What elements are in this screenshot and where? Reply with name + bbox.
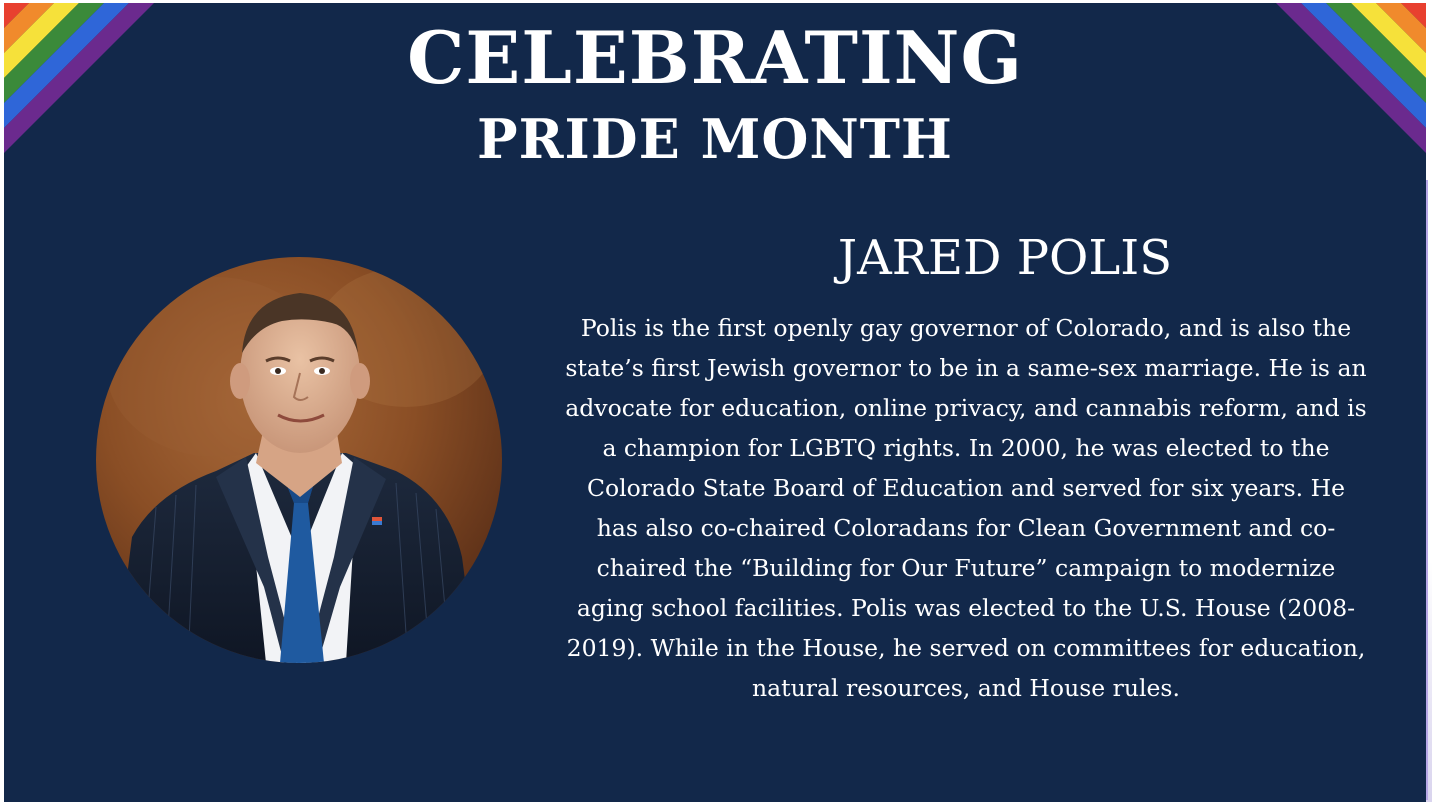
bio-paragraph: Polis is the first openly gay governor of Colorado, and is also the state’s first Jewish governor to be in a same-sex marriage. He is an advocate for education, online privacy, and cannabis reform, and is a champion for LGBTQ rights. In 2000, he was elected to the Colorado State Board of Education and served for six years. He has also co-chaired Coloradans for Clean Government and co-chaired the “Building for Our Future” campaign to modernize aging school facilities. Polis was elected to the U.S. House (2008-2019). While in the House, he served on committees for education, natural resources, and House rules.	[565, 314, 1367, 702]
slide-edge	[1426, 0, 1432, 802]
person-name: JARED POLIS	[837, 230, 1173, 286]
portrait-photo	[96, 257, 502, 663]
slide	[4, 3, 1426, 802]
heading-celebrating: CELEBRATING	[407, 15, 1023, 100]
rainbow-stripe-icon	[4, 3, 184, 183]
rainbow-stripe-icon	[1246, 3, 1426, 183]
heading-pride-month: PRIDE MONTH	[477, 107, 953, 171]
